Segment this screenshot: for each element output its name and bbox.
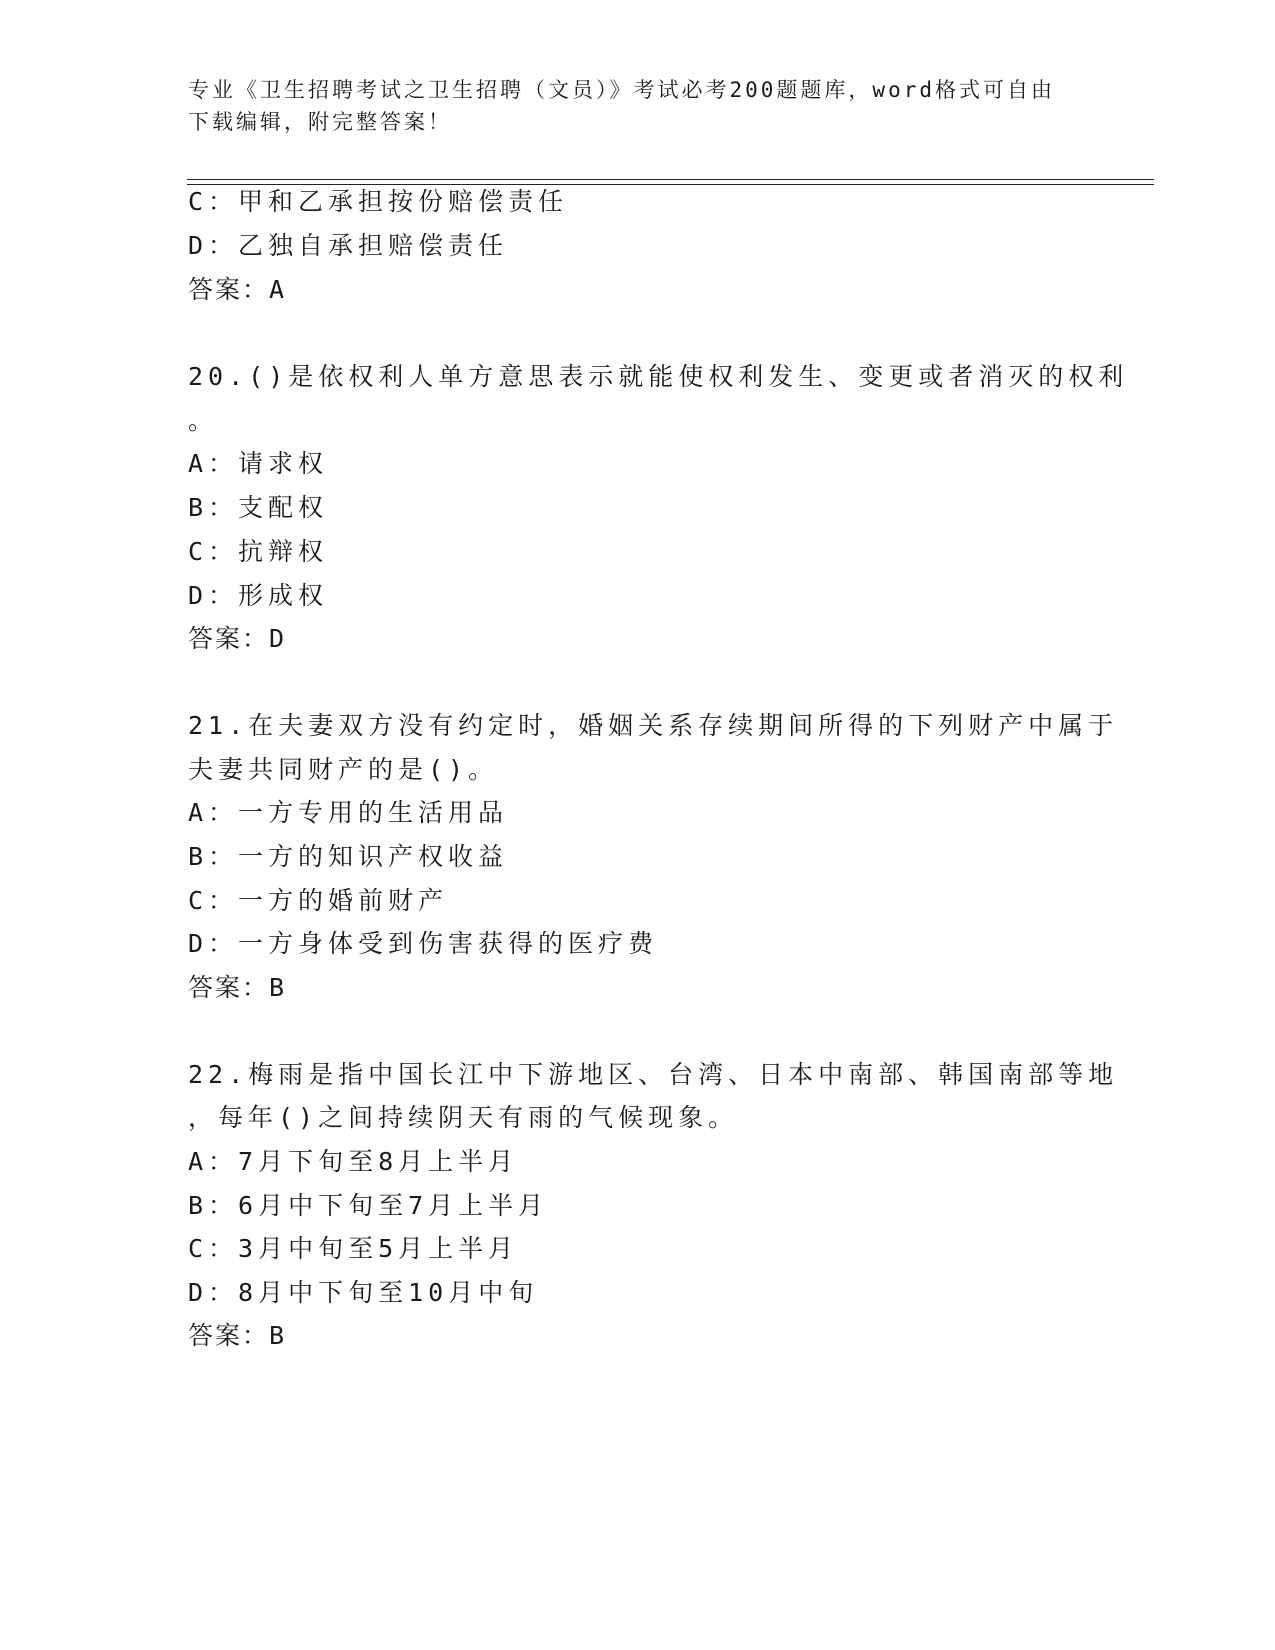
question-21-stem-line-1: 21.在夫妻双方没有约定时，婚姻关系存续期间所得的下列财产中属于 [188,711,1119,740]
question-20-option-c: C：抗辩权 [188,537,329,566]
question-22-option-d: D：8月中下旬至10月中旬 [188,1278,539,1307]
question-21-answer: 答案：B [188,973,287,1002]
question-20-stem-line-1: 20.()是依权利人单方意思表示就能使权利发生、变更或者消灭的权利 [188,362,1129,391]
question-22-stem-line-1: 22.梅雨是指中国长江中下游地区、台湾、日本中南部、韩国南部等地 [188,1060,1119,1089]
answer-line: 答案：A [188,275,287,304]
question-20-option-b: B：支配权 [188,493,329,522]
question-21-option-a: A：一方专用的生活用品 [188,798,509,827]
question-21-option-b: B：一方的知识产权收益 [188,842,509,871]
question-21-option-c: C：一方的婚前财产 [188,886,449,915]
question-21-option-d: D：一方身体受到伤害获得的医疗费 [188,929,659,958]
question-22-stem-line-2: ，每年()之间持续阴天有雨的气候现象。 [188,1103,739,1132]
option-c: C：甲和乙承担按份赔偿责任 [188,187,569,216]
question-20-answer: 答案：D [188,624,287,653]
header-divider-top [187,179,1154,180]
option-d: D：乙独自承担赔偿责任 [188,231,509,260]
question-20-option-d: D：形成权 [188,581,329,610]
question-21-stem-line-2: 夫妻共同财产的是()。 [188,755,499,784]
question-22-option-a: A：7月下旬至8月上半月 [188,1147,519,1176]
question-22-option-b: B：6月中下旬至7月上半月 [188,1191,549,1220]
document-header: 专业《卫生招聘考试之卫生招聘（文员）》考试必考200题题库，word格式可自由下载编辑，附完整答案！ [188,78,1055,134]
question-20-option-a: A：请求权 [188,449,329,478]
question-20-stem-line-2: 。 [188,406,214,435]
header-divider-bottom [187,184,1154,185]
question-22-answer: 答案：B [188,1321,287,1350]
question-22-option-c: C：3月中旬至5月上半月 [188,1234,519,1263]
